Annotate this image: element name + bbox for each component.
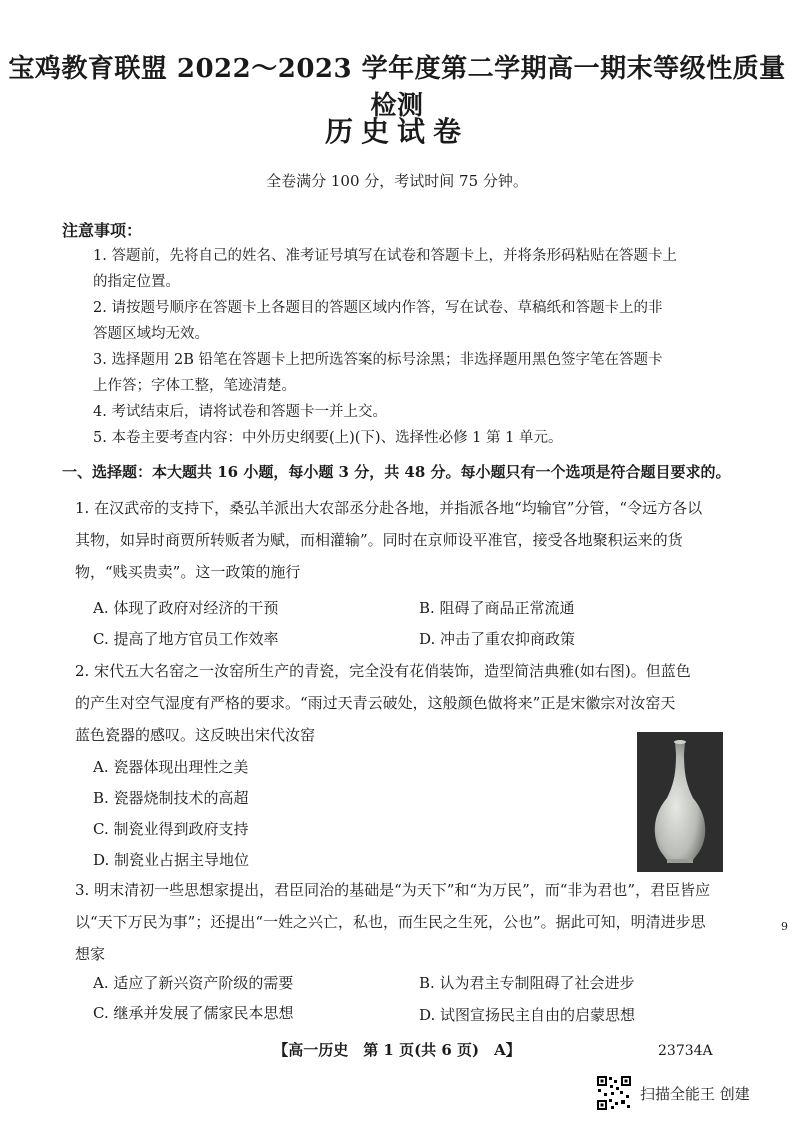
- vase-photo: [637, 732, 723, 872]
- notes-line: 1. 答题前，先将自己的姓名、准考证号填写在试卷和答题卡上，并将条形码粘贴在答题卡上: [93, 248, 677, 264]
- notes-line: 5. 本卷主要考查内容：中外历史纲要(上)(下)、选择性必修 1 第 1 单元。: [93, 430, 563, 446]
- question-line: 以“天下万民为事”；还提出“一姓之兴亡，私也，而生民之生死，公也”。据此可知，明清进步思: [75, 913, 706, 931]
- paper-code: 23734A: [658, 1043, 713, 1059]
- qr-code-icon: [596, 1075, 632, 1111]
- question-1-stem: [75, 492, 725, 588]
- question-line: 物，“贱买贵卖”。这一政策的施行: [75, 563, 301, 581]
- notes-line: 2. 请按题号顺序在答题卡上各题目的答题区域内作答，写在试卷、草稿纸和答题卡上的非: [93, 300, 663, 316]
- q3-option-a: A. 适应了新兴资产阶级的需要: [93, 974, 294, 992]
- exam-title: 宝鸡教育联盟 2022～2023 学年度第二学期高一期末等级性质量检测: [8, 54, 786, 121]
- notes-line: 4. 考试结束后，请将试卷和答题卡一并上交。: [93, 404, 387, 420]
- scanner-watermark: 扫描全能王 创建: [640, 1085, 750, 1103]
- notes-line: 答题区域均无效。: [93, 326, 209, 342]
- notes-line: 上作答；字体工整，笔迹清楚。: [93, 378, 296, 394]
- q1-option-c: C. 提高了地方官员工作效率: [93, 630, 279, 648]
- notes-line: 的指定位置。: [93, 274, 180, 290]
- q3-option-c: C. 继承并发展了儒家民本思想: [93, 1004, 294, 1022]
- question-line: 3. 明末清初一些思想家提出，君臣同治的基础是“为天下”和“为万民”，而“非为君也”，君臣皆应: [75, 881, 711, 899]
- q2-option-d: D. 制瓷业占据主导地位: [93, 851, 250, 869]
- q2-option-b: B. 瓷器烧制技术的高超: [93, 789, 249, 807]
- vase-icon: [637, 732, 723, 872]
- page-footer: 【高一历史 第 1 页(共 6 页) A】: [273, 1041, 521, 1059]
- question-line: 想家: [75, 945, 106, 963]
- question-line: 的产生对空气湿度有严格的要求。“雨过天青云破处，这般颜色做将来”正是宋徽宗对汝窑天: [75, 694, 676, 712]
- exam-subject-title: 历史试卷: [324, 115, 469, 148]
- q2-option-c: C. 制瓷业得到政府支持: [93, 820, 249, 838]
- question-2-stem: [75, 655, 725, 751]
- margin-mark: 9: [781, 920, 788, 933]
- notes-line: 3. 选择题用 2B 铅笔在答题卡上把所选答案的标号涂黑；非选择题用黑色签字笔在答题卡: [93, 352, 663, 368]
- notes-list: [93, 243, 753, 451]
- q1-option-a: A. 体现了政府对经济的干预: [93, 599, 279, 617]
- question-line: 蓝色瓷器的感叹。这反映出宋代汝窑: [75, 726, 316, 744]
- question-3-stem: [75, 874, 725, 970]
- q1-option-d: D. 冲击了重农抑商政策: [419, 630, 576, 648]
- score-time-line: 全卷满分 100 分，考试时间 75 分钟。: [266, 172, 528, 190]
- q3-option-d: D. 试图宣扬民主自由的启蒙思想: [419, 1006, 636, 1024]
- notes-heading: 注意事项：: [62, 221, 143, 240]
- question-line: 2. 宋代五大名窑之一汝窑所生产的青瓷，完全没有花俏装饰，造型简洁典雅(如右图)。但蓝色: [75, 662, 691, 680]
- section-heading: 一、选择题：本大题共 16 小题，每小题 3 分，共 48 分。每小题只有一个选项是符合题目要求的。: [62, 463, 731, 481]
- q1-option-b: B. 阻碍了商品正常流通: [419, 599, 575, 617]
- q3-option-b: B. 认为君主专制阻碍了社会进步: [419, 974, 635, 992]
- question-line: 其物，如异时商贾所转贩者为赋，而相灌输”。同时在京师设平准官，接受各地聚积运来的货: [75, 531, 683, 549]
- question-line: 1. 在汉武帝的支持下，桑弘羊派出大农部丞分赴各地，并指派各地“均输官”分管，“令远方各以: [75, 499, 703, 517]
- q2-option-a: A. 瓷器体现出理性之美: [93, 758, 249, 776]
